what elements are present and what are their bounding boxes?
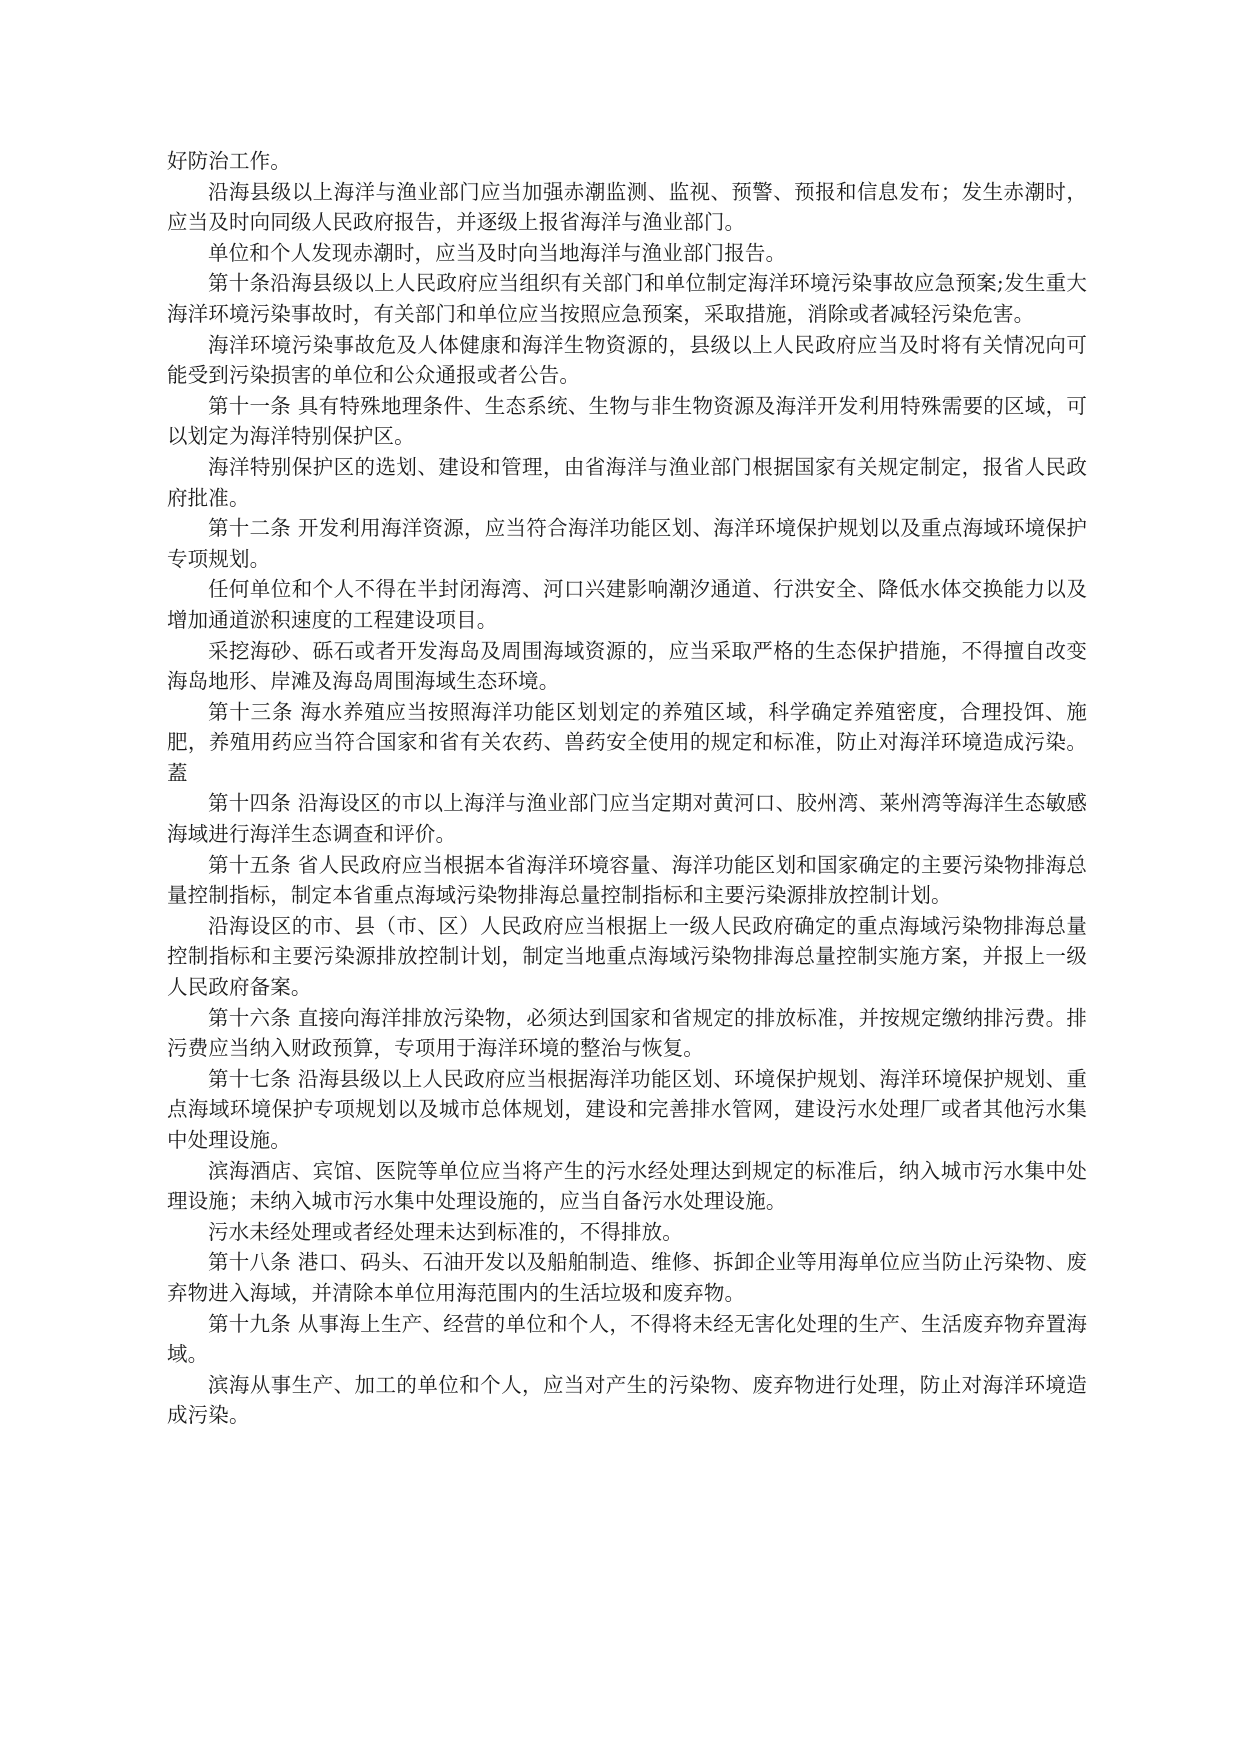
paragraph: 单位和个人发现赤潮时，应当及时向当地海洋与渔业部门报告。 <box>208 240 787 265</box>
article-15: 第十五条 省人民政府应当根据本省海洋环境容量、海洋功能区划和国家确定的主要污染物排海总量控制指标，制定本省重点海域污染物排海总量控制指标和主要污染源排放控制计划。 <box>167 852 1087 908</box>
article-11: 第十一条 具有特殊地理条件、生态系统、生物与非生物资源及海洋开发利用特殊需要的区域，可以划定为海洋特别保护区。 <box>167 393 1087 449</box>
paragraph: 沿海设区的市、县（市、区）人民政府应当根据上一级人民政府确定的重点海域污染物排海总量控制指标和主要污染源排放控制计划，制定当地重点海域污染物排海总量控制实施方案，并报上一级人民政府备案。 <box>167 913 1087 1000</box>
article-19: 第十九条 从事海上生产、经营的单位和个人，不得将未经无害化处理的生产、生活废弃物弃置海域。 <box>167 1311 1087 1367</box>
paragraph: 滨海酒店、宾馆、医院等单位应当将产生的污水经处理达到规定的标准后，纳入城市污水集中处理设施；未纳入城市污水集中处理设施的，应当自备污水处理设施。 <box>167 1158 1087 1214</box>
document-body <box>167 146 1087 1431</box>
paragraph: 滨海从事生产、加工的单位和个人，应当对产生的污染物、废弃物进行处理，防止对海洋环境造成污染。 <box>167 1372 1087 1428</box>
paragraph: 沿海县级以上海洋与渔业部门应当加强赤潮监测、监视、预警、预报和信息发布；发生赤潮时，应当及时向同级人民政府报告，并逐级上报省海洋与渔业部门。 <box>167 179 1087 235</box>
article-13: 第十三条 海水养殖应当按照海洋功能区划划定的养殖区域，科学确定养殖密度，合理投饵、施肥，养殖用药应当符合国家和省有关农药、兽药安全使用的规定和标准，防止对海洋环境造成污染。蓋 <box>167 699 1087 785</box>
paragraph: 任何单位和个人不得在半封闭海湾、河口兴建影响潮汐通道、行洪安全、降低水体交换能力以及增加通道淤积速度的工程建设项目。 <box>167 577 1087 632</box>
article-10: 第十条沿海县级以上人民政府应当组织有关部门和单位制定海洋环境污染事故应急预案;发生重大海洋环境污染事故时，有关部门和单位应当按照应急预案，采取措施，消除或者减轻污染危害。 <box>167 271 1087 326</box>
paragraph: 海洋特别保护区的选划、建设和管理，由省海洋与渔业部门根据国家有关规定制定，报省人民政府批准。 <box>167 454 1087 510</box>
article-17: 第十七条 沿海县级以上人民政府应当根据海洋功能区划、环境保护规划、海洋环境保护规划、重点海域环境保护专项规划以及城市总体规划，建设和完善排水管网，建设污水处理厂或者其他污水集中处理设施。 <box>167 1066 1087 1152</box>
paragraph: 海洋环境污染事故危及人体健康和海洋生物资源的，县级以上人民政府应当及时将有关情况向可能受到污染损害的单位和公众通报或者公告。 <box>167 332 1087 388</box>
article-14: 第十四条 沿海设区的市以上海洋与渔业部门应当定期对黄河口、胶州湾、莱州湾等海洋生态敏感海域进行海洋生态调查和评价。 <box>167 791 1087 847</box>
article-16: 第十六条 直接向海洋排放污染物，必须达到国家和省规定的排放标准，并按规定缴纳排污费。排污费应当纳入财政预算，专项用于海洋环境的整治与恢复。 <box>167 1005 1087 1061</box>
article-12: 第十二条 开发利用海洋资源，应当符合海洋功能区划、海洋环境保护规划以及重点海域环境保护专项规划。 <box>167 516 1087 571</box>
paragraph-continuation: 好防治工作。 <box>167 149 291 173</box>
paragraph: 采挖海砂、砾石或者开发海岛及周围海域资源的，应当采取严格的生态保护措施，不得擅自改变海岛地形、岸滩及海岛周围海域生态环境。 <box>167 638 1087 694</box>
paragraph: 污水未经处理或者经处理未达到标准的，不得排放。 <box>208 1219 683 1244</box>
article-18: 第十八条 港口、码头、石油开发以及船舶制造、维修、拆卸企业等用海单位应当防止污染物、废弃物进入海域，并清除本单位用海范围内的生活垃圾和废弃物。 <box>167 1250 1087 1305</box>
